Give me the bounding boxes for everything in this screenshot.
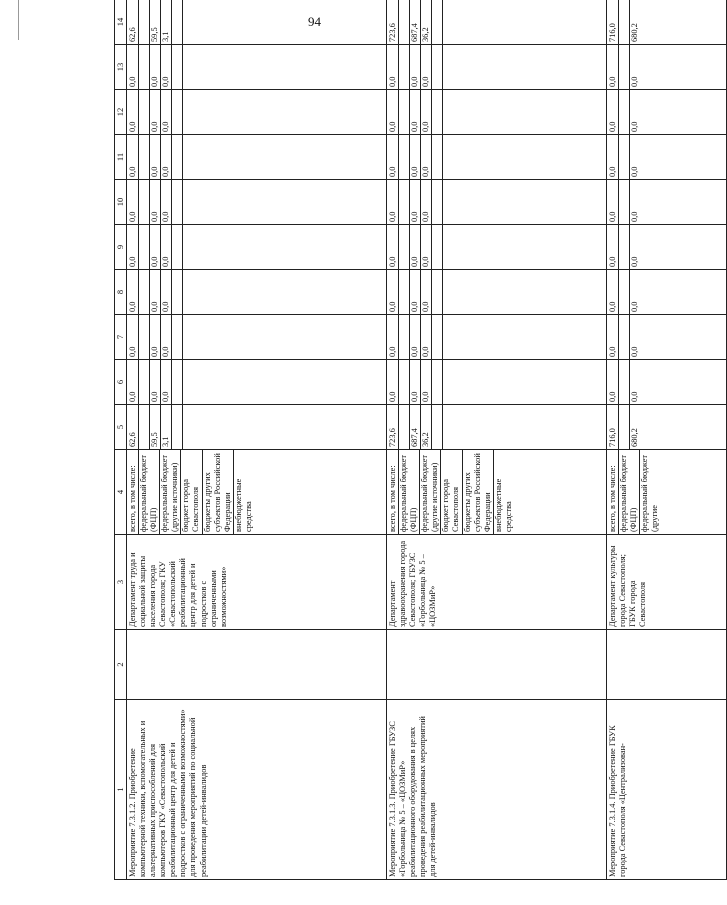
amount-cell-line [442, 45, 453, 89]
amount-cell-line: 0,0 [420, 360, 431, 404]
amount-cell-line: 0,0 [149, 90, 160, 134]
amount-col14-cell-line [442, 0, 453, 44]
amount-cell-line [182, 135, 193, 179]
amount-cell-line: 0,0 [409, 45, 420, 89]
amount-cell-line: 0,0 [160, 135, 171, 179]
amount-cell-line [138, 90, 149, 134]
amount-col5-cell [127, 405, 387, 450]
amount-cell-line [182, 180, 193, 224]
amount-col14-cell-line: 716,0 [608, 23, 617, 42]
amount-cell-line: 0,0 [420, 225, 431, 269]
amount-cell-line: 0,0 [388, 256, 397, 267]
event-name-cell: Мероприятие 7.3.1.4. Приобретение ГБУК города Севастополя «Централизован- [607, 700, 727, 880]
amount-cell-line: 0,0 [608, 391, 617, 402]
amount-cell-line: 0,0 [629, 225, 640, 269]
page-number: 94 [308, 14, 321, 29]
amount-cell-line [398, 180, 409, 224]
executor-cell: Департамент культуры города Севастополя; ГБУК города Севастополя [607, 535, 727, 630]
amount-cell-line [182, 270, 193, 314]
funding-source-cell-line: бюджеты других субъектов Российской Федерации [202, 450, 233, 534]
amount-cell-line: 0,0 [149, 225, 160, 269]
amount-cell-line: 0,0 [149, 270, 160, 314]
amount-col14-cell [607, 0, 727, 45]
col-number: 14 [115, 0, 127, 45]
funding-source-cell [607, 450, 727, 535]
amount-cell-line [618, 360, 629, 404]
amount-col14-cell [387, 0, 607, 45]
amount-cell-line [431, 135, 442, 179]
amount-cell-line [618, 315, 629, 359]
amount-cell-line [398, 315, 409, 359]
amount-col14-cell-line [431, 0, 442, 44]
amount-col5-cell-line: 59,5 [149, 405, 160, 449]
amount-cell [387, 45, 607, 90]
scan-edge-line [18, 0, 19, 40]
col2-cell [387, 630, 607, 700]
amount-col14-cell-line [398, 0, 409, 44]
amount-cell-line [398, 270, 409, 314]
amount-cell-line: 0,0 [608, 256, 617, 267]
amount-cell-line [618, 180, 629, 224]
amount-cell-line: 0,0 [160, 90, 171, 134]
amount-col5-cell-line [171, 405, 182, 449]
amount-col5-cell [387, 405, 607, 450]
amount-col5-cell-line [182, 405, 193, 449]
col-number: 4 [115, 450, 127, 535]
amount-cell-line: 0,0 [149, 315, 160, 359]
amount-cell-line [171, 45, 182, 89]
amount-cell-line: 0,0 [608, 166, 617, 177]
amount-col5-cell-line [398, 405, 409, 449]
executor-cell: Департамент труда и социальной защиты населения города Севастополя; ГКУ «Севастопольский реабилитационный центр для детей и подростков с ограниченными возможностями» [127, 535, 387, 630]
amount-cell-line: 0,0 [160, 360, 171, 404]
amount-cell-line: 0,0 [160, 180, 171, 224]
amount-cell-line: 0,0 [128, 256, 137, 267]
amount-cell-line [182, 360, 193, 404]
amount-cell-line: 0,0 [128, 76, 137, 87]
amount-cell-line: 0,0 [160, 45, 171, 89]
col-number: 3 [115, 535, 127, 630]
amount-col14-cell-line: 62,6 [128, 27, 137, 42]
amount-cell [127, 315, 387, 360]
amount-cell-line: 0,0 [149, 135, 160, 179]
amount-cell-line: 0,0 [128, 346, 137, 357]
amount-cell-line [138, 180, 149, 224]
funding-source-cell-line: федеральный бюджет (ФЦП) [138, 450, 159, 534]
col-number: 11 [115, 135, 127, 180]
funding-source-cell-line: федеральный бюджет (другие источники) [419, 450, 440, 534]
amount-col14-cell-line: 59,5 [149, 0, 160, 44]
funding-source-cell [387, 450, 607, 535]
amount-cell [127, 270, 387, 315]
amount-cell-line [431, 225, 442, 269]
amount-cell-line: 0,0 [149, 45, 160, 89]
funding-source-cell-line: федеральный бюджет (ФЦП) [398, 450, 419, 534]
amount-cell-line [442, 360, 453, 404]
amount-cell [127, 360, 387, 405]
amount-cell-line: 0,0 [388, 166, 397, 177]
funding-source-cell-line: всего, в том числе: [128, 465, 137, 532]
amount-col14-cell-line [182, 0, 193, 44]
amount-col14-cell-line: 687,4 [409, 0, 420, 44]
amount-cell-line: 0,0 [409, 270, 420, 314]
amount-cell [127, 180, 387, 225]
event-name-cell: Мероприятие 7.3.1.3. Приобретение ГБУЗС «Горбольница № 5 – «ЦОЗМиР» реабилитационного оборудования в целях проведения реабилитационных мероприятий для детей-инвалидов [387, 700, 607, 880]
funding-source-cell-line: внебюджетные средства [233, 450, 254, 534]
amount-cell [127, 225, 387, 270]
amount-cell-line: 0,0 [388, 121, 397, 132]
amount-cell-line [398, 90, 409, 134]
col2-cell [607, 630, 727, 700]
amount-cell-line [618, 135, 629, 179]
event-row [127, 0, 387, 880]
amount-cell-line [618, 225, 629, 269]
amount-col14-cell [127, 0, 387, 45]
amount-cell-line: 0,0 [608, 211, 617, 222]
funding-source-cell-line: федеральный бюджет (другие [639, 450, 660, 534]
amount-cell-line: 0,0 [420, 135, 431, 179]
amount-cell-line [138, 270, 149, 314]
funding-source-cell-line: бюджеты других субъектов Российской Федерации [462, 450, 493, 534]
amount-cell-line: 0,0 [128, 391, 137, 402]
amount-cell-line: 0,0 [629, 315, 640, 359]
amount-cell-line: 0,0 [388, 76, 397, 87]
amount-cell [607, 180, 727, 225]
amount-cell-line: 0,0 [420, 45, 431, 89]
amount-cell-line: 0,0 [608, 76, 617, 87]
amount-col5-cell-line [138, 405, 149, 449]
amount-cell-line: 0,0 [608, 301, 617, 312]
amount-cell [387, 360, 607, 405]
amount-cell [127, 90, 387, 135]
col-number: 7 [115, 315, 127, 360]
amount-cell-line [171, 225, 182, 269]
amount-cell [607, 315, 727, 360]
amount-cell-line: 0,0 [629, 270, 640, 314]
amount-cell-line: 0,0 [160, 225, 171, 269]
amount-cell-line [442, 90, 453, 134]
amount-cell-line: 0,0 [420, 270, 431, 314]
amount-cell-line: 0,0 [420, 180, 431, 224]
amount-cell-line: 0,0 [128, 301, 137, 312]
amount-cell-line [138, 225, 149, 269]
col-number: 13 [115, 45, 127, 90]
amount-col5-cell-line [431, 405, 442, 449]
amount-cell-line: 0,0 [629, 90, 640, 134]
amount-cell-line [398, 45, 409, 89]
event-row [607, 0, 727, 880]
amount-cell-line: 0,0 [629, 180, 640, 224]
amount-col5-cell-line: 680,2 [629, 405, 640, 449]
amount-cell [607, 360, 727, 405]
col-number: 2 [115, 630, 127, 700]
event-row [387, 0, 607, 880]
amount-cell-line: 0,0 [409, 225, 420, 269]
col-number: 5 [115, 405, 127, 450]
amount-cell [127, 45, 387, 90]
funding-source-cell-line: всего, в том числе: [388, 465, 397, 532]
amount-cell-line: 0,0 [420, 90, 431, 134]
column-number-row [115, 0, 127, 880]
amount-cell [387, 315, 607, 360]
amount-cell-line [182, 90, 193, 134]
amount-cell-line [138, 45, 149, 89]
amount-cell-line: 0,0 [128, 211, 137, 222]
amount-cell-line: 0,0 [629, 360, 640, 404]
amount-cell-line: 0,0 [160, 270, 171, 314]
amount-cell [607, 135, 727, 180]
amount-cell [387, 270, 607, 315]
event-name-cell: Мероприятие 7.3.1.2. Приобретение компьютерной техники, вспомогательных и альтернативных приспособлений для компьютеров ГКУ «Севастопольский реабилитационный центр для детей и подростков с ограниченными возможностями» для проведения мероприятий по социальной реабилитации детей-инвалидов [127, 700, 387, 880]
amount-cell-line: 0,0 [388, 346, 397, 357]
amount-cell-line [138, 315, 149, 359]
amount-cell-line [182, 315, 193, 359]
col-number: 8 [115, 270, 127, 315]
amount-cell [387, 135, 607, 180]
amount-cell-line: 0,0 [420, 315, 431, 359]
amount-cell-line [171, 270, 182, 314]
amount-cell-line: 0,0 [388, 211, 397, 222]
amount-cell-line [618, 45, 629, 89]
amount-col5-cell [607, 405, 727, 450]
amount-col5-cell-line: 3,1 [160, 405, 171, 449]
funding-source-cell-line: внебюджетные средства [493, 450, 514, 534]
amount-cell-line: 0,0 [409, 315, 420, 359]
amount-cell-line [182, 225, 193, 269]
amount-cell-line: 0,0 [149, 180, 160, 224]
amount-col14-cell-line: 3,1 [160, 0, 171, 44]
amount-col5-cell-line: 36,2 [420, 405, 431, 449]
funding-source-cell-line: бюджет города Севастополя [440, 450, 461, 534]
amount-cell-line [618, 270, 629, 314]
amount-cell-line [398, 360, 409, 404]
amount-cell-line [431, 315, 442, 359]
col-number: 12 [115, 90, 127, 135]
amount-cell [127, 135, 387, 180]
amount-col5-cell-line [442, 405, 453, 449]
amount-cell-line: 0,0 [160, 315, 171, 359]
amount-cell-line [171, 315, 182, 359]
amount-cell [607, 270, 727, 315]
amount-cell-line: 0,0 [388, 301, 397, 312]
amount-cell-line [171, 135, 182, 179]
amount-cell-line: 0,0 [409, 90, 420, 134]
amount-cell [607, 225, 727, 270]
amount-cell-line [171, 90, 182, 134]
amount-cell-line: 0,0 [128, 166, 137, 177]
funding-source-cell-line: федеральный бюджет (ФЦП) [618, 450, 639, 534]
amount-cell-line: 0,0 [149, 360, 160, 404]
amount-cell-line [442, 135, 453, 179]
funding-source-cell-line: федеральный бюджет (другие источники) [159, 450, 180, 534]
amount-cell [607, 90, 727, 135]
amount-cell-line [398, 225, 409, 269]
amount-cell-line [138, 360, 149, 404]
amount-cell [387, 180, 607, 225]
amount-cell-line [431, 360, 442, 404]
col-number: 10 [115, 180, 127, 225]
amount-cell-line [442, 225, 453, 269]
amount-cell-line: 0,0 [608, 346, 617, 357]
amount-cell-line [171, 180, 182, 224]
col-number: 9 [115, 225, 127, 270]
executor-cell: Департамент здравоохранения города Севастополя; ГБУЗС «Горбольница № 5 – «ЦОЗМиР» [387, 535, 607, 630]
amount-cell-line: 0,0 [608, 121, 617, 132]
amount-col14-cell-line: 36,2 [420, 0, 431, 44]
amount-cell-line [431, 45, 442, 89]
amount-cell-line: 0,0 [409, 135, 420, 179]
funding-source-cell [127, 450, 387, 535]
amount-cell [607, 45, 727, 90]
amount-col14-cell-line: 723,6 [388, 23, 397, 42]
amount-col14-cell-line [618, 0, 629, 44]
amount-cell-line [431, 90, 442, 134]
amount-col5-cell-line: 687,4 [409, 405, 420, 449]
amount-cell-line: 0,0 [409, 180, 420, 224]
amount-cell-line [618, 90, 629, 134]
amount-cell-line [398, 135, 409, 179]
amount-cell [387, 225, 607, 270]
amount-col5-cell-line: 723,6 [388, 428, 397, 447]
amount-cell-line [171, 360, 182, 404]
amount-cell-line: 0,0 [388, 391, 397, 402]
amount-col5-cell-line: 716,0 [608, 428, 617, 447]
amount-cell-line: 0,0 [128, 121, 137, 132]
amount-col5-cell-line [618, 405, 629, 449]
amount-col14-cell-line: 680,2 [629, 0, 640, 44]
amount-cell-line: 0,0 [629, 45, 640, 89]
amount-cell-line [442, 270, 453, 314]
col-number: 1 [115, 700, 127, 880]
amount-cell-line [431, 270, 442, 314]
funding-source-cell-line: бюджет города Севастополя [180, 450, 201, 534]
amount-col14-cell-line [138, 0, 149, 44]
amount-cell-line [442, 315, 453, 359]
amount-col5-cell-line: 62,6 [128, 432, 137, 447]
col-number: 6 [115, 360, 127, 405]
budget-table [114, 0, 727, 880]
amount-cell-line [182, 45, 193, 89]
amount-col14-cell-line [171, 0, 182, 44]
amount-cell [387, 90, 607, 135]
col2-cell [127, 630, 387, 700]
amount-cell-line: 0,0 [409, 360, 420, 404]
amount-cell-line [431, 180, 442, 224]
amount-cell-line [442, 180, 453, 224]
funding-source-cell-line: всего, в том числе: [608, 465, 617, 532]
amount-cell-line: 0,0 [629, 135, 640, 179]
amount-cell-line [138, 135, 149, 179]
